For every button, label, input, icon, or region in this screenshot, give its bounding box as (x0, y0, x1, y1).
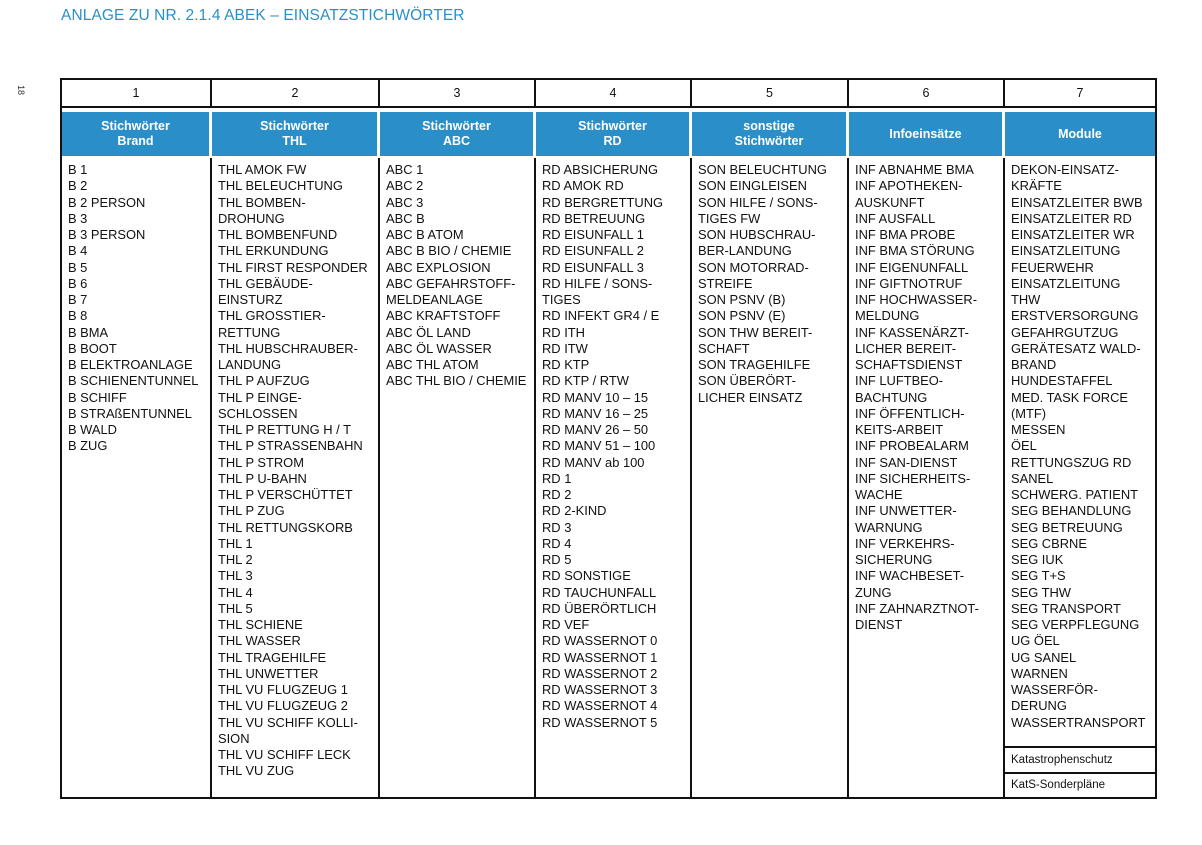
column-header-line: RD (603, 134, 622, 148)
column-header-line: Stichwörter (578, 119, 647, 133)
keyword-entry: THL SCHIENE (218, 617, 303, 632)
keyword-entry: SEG TRANSPORT (1011, 600, 1121, 616)
keyword-entry: EINSATZLEITUNG (1011, 243, 1121, 259)
keyword-entry: THL ERKUNDUNG (218, 243, 329, 259)
keyword-entry: THL GEBÄUDE- (218, 275, 313, 291)
keyword-entry: B STRAßENTUNNEL (68, 405, 192, 421)
keyword-entry: THL P STROM (218, 454, 304, 470)
keyword-entry: RD KTP / RTW (542, 373, 629, 389)
keyword-entry: THL BOMBENFUND (218, 227, 338, 242)
keyword-entry: THL BELEUCHTUNG (218, 178, 343, 194)
keyword-entry: (MTF) (1011, 405, 1047, 421)
column-number-7: 7 (1076, 86, 1084, 100)
keyword-entry: SEG BETREUUNG (1011, 519, 1123, 535)
keyword-entry: THL VU FLUGZEUG 1 (218, 682, 348, 697)
keyword-entry: THL VU SCHIFF LECK (218, 747, 351, 762)
kats-sonderplaene-row: KatS-Sonderpläne (1011, 779, 1105, 792)
keyword-entry: RD MANV 51 – 100 (542, 438, 656, 454)
keyword-entry: BER-LANDUNG (698, 243, 792, 259)
keyword-entry: B 2 PERSON (68, 194, 146, 210)
keyword-entry: RD VEF (542, 617, 590, 632)
keyword-entry: RD ITH (542, 324, 585, 340)
keyword-entry: THL VU ZUG (218, 763, 295, 779)
keyword-entry: B BMA (68, 324, 109, 340)
keyword-entry: TIGES FW (698, 210, 761, 226)
keyword-entry: INF PROBEALARM (855, 438, 969, 454)
keyword-entry: B 4 (68, 243, 88, 259)
keyword-entry: B 5 (68, 259, 88, 275)
column-header-brand (62, 112, 209, 156)
keyword-entry: RD MANV 10 – 15 (542, 389, 649, 405)
keyword-entry: RD WASSERNOT 5 (542, 714, 658, 730)
keyword-entry: B WALD (68, 422, 117, 437)
keyword-entry: RD AMOK RD (542, 178, 624, 194)
keyword-entry: INF BMA PROBE (855, 227, 956, 242)
keyword-entry: INF BMA STÖRUNG (855, 243, 975, 259)
keyword-entry: SON HUBSCHRAU- (698, 227, 816, 242)
keyword-entry: ABC B (386, 210, 425, 226)
keyword-entry: THL FIRST RESPONDER (218, 259, 368, 275)
keyword-entry: RD EISUNFALL 2 (542, 243, 644, 259)
column-header-line: Module (1058, 126, 1102, 141)
keyword-entry: DROHUNG (218, 210, 285, 226)
column-header-infoeinsaetze (849, 112, 1002, 156)
keyword-entry: DIENST (855, 617, 903, 632)
keyword-entry: SEG THW (1011, 584, 1071, 600)
keyword-entry: THL HUBSCHRAUBER- (218, 340, 358, 356)
keyword-entry: WARNEN (1011, 665, 1068, 681)
keyword-entry: THL P EINGE- (218, 389, 302, 405)
keyword-entry: SCHLOSSEN (218, 405, 298, 421)
katastrophenschutz-row: Katastrophenschutz (1005, 748, 1155, 774)
keyword-entry: B 1 (68, 162, 88, 177)
keyword-entry: THL P ZUG (218, 503, 285, 519)
keyword-entry: THL WASSER (218, 633, 301, 649)
keyword-entry: THL P RETTUNG H / T (218, 422, 351, 437)
column-number-2: 2 (212, 80, 380, 106)
keyword-entry: ABC 2 (386, 178, 424, 194)
keyword-entry: HUNDESTAFFEL (1011, 373, 1113, 389)
keyword-entry: THL BOMBEN- (218, 194, 306, 210)
keyword-entry: RETTUNGSZUG RD (1011, 454, 1132, 470)
column-abc-entries (380, 158, 536, 797)
keyword-entry: RD KTP (542, 357, 590, 372)
column-header-line: Brand (117, 134, 154, 148)
keyword-entry: MESSEN (1011, 422, 1066, 437)
keyword-entry: ABC B BIO / CHEMIE (386, 243, 512, 259)
keyword-entry: EINSTURZ (218, 292, 283, 307)
keyword-entry: RD SONSTIGE (542, 568, 631, 584)
keyword-entry: RD WASSERNOT 3 (542, 682, 658, 697)
keyword-entry: THW (1011, 292, 1041, 307)
keyword-entry: WACHE (855, 487, 903, 502)
keyword-entry: ZUNG (855, 584, 892, 600)
column-header-module (1005, 112, 1155, 156)
keyword-entry: INF HOCHWASSER- (855, 292, 977, 307)
keyword-entry: INF ABNAHME BMA (855, 162, 974, 177)
keyword-entry: RD WASSERNOT 4 (542, 698, 658, 714)
keyword-entry: THL P U-BAHN (218, 470, 307, 486)
column-header-line: Stichwörter (422, 119, 491, 133)
keyword-entry: THL TRAGEHILFE (218, 649, 327, 665)
keyword-entry: RD MANV 26 – 50 (542, 422, 649, 437)
column-header-line: Infoeinsätze (889, 126, 962, 141)
keyword-entry: ABC ÖL WASSER (386, 340, 492, 356)
keyword-entry: RD EISUNFALL 3 (542, 259, 644, 275)
keyword-entry: UG ÖEL (1011, 633, 1060, 649)
keyword-entry: MED. TASK FORCE (1011, 389, 1128, 405)
keyword-entry: GERÄTESATZ WALD- (1011, 340, 1141, 356)
keyword-entry: THL P VERSCHÜTTET (218, 487, 353, 502)
keyword-entry: B 2 (68, 178, 88, 194)
keyword-body-row (62, 158, 1155, 797)
keyword-entry: INF SICHERHEITS- (855, 470, 971, 486)
keyword-entry: RD 2 (542, 487, 572, 502)
keyword-entry: LANDUNG (218, 357, 282, 372)
keyword-entry: RD WASSERNOT 1 (542, 649, 658, 665)
keyword-entry: ABC EXPLOSION (386, 259, 491, 275)
keyword-entry: RD ABSICHERUNG (542, 162, 659, 177)
keyword-entry: THL 5 (218, 600, 253, 616)
keyword-entry: B SCHIENENTUNNEL (68, 373, 199, 389)
keyword-entry: DERUNG (1011, 698, 1067, 714)
keyword-entry: SCHWERG. PATIENT (1011, 487, 1138, 502)
column-header-rd (536, 112, 689, 156)
keyword-entry: RD EISUNFALL 1 (542, 227, 644, 242)
keyword-entry: EINSATZLEITER RD (1011, 210, 1132, 226)
keyword-entry: THL UNWETTER (218, 665, 319, 681)
column-infoeinsaetze-entries (849, 158, 1005, 797)
keyword-entry: THL AMOK FW (218, 162, 307, 177)
keyword-entry: BACHTUNG (855, 389, 928, 405)
keyword-entry: SON EINGLEISEN (698, 178, 807, 194)
keyword-entry: INF SAN-DIENST (855, 454, 958, 470)
column-header-line: THL (282, 134, 307, 148)
keyword-entry: LICHER BEREIT- (855, 340, 956, 356)
keyword-entry: THL VU SCHIFF KOLLI- (218, 714, 358, 730)
keyword-entry: SEG VERPFLEGUNG (1011, 617, 1140, 632)
column-header-line: Stichwörter (101, 119, 170, 133)
column-header-line: Stichwörter (734, 134, 804, 148)
keyword-entry: RD BETREUUNG (542, 210, 646, 226)
keyword-entry: SCHAFT (698, 340, 750, 356)
keyword-entry: RD BERGRETTUNG (542, 194, 664, 210)
keyword-entry: RD WASSERNOT 0 (542, 633, 658, 649)
keyword-entry: SON PSNV (E) (698, 308, 786, 324)
keyword-entry: ABC KRAFTSTOFF (386, 308, 501, 324)
keyword-entry: RD 4 (542, 535, 572, 551)
keyword-entry: RD 5 (542, 552, 572, 567)
keyword-entry: ABC B ATOM (386, 227, 464, 242)
keyword-entry: B 6 (68, 275, 88, 291)
column-header-line: ABC (442, 134, 471, 148)
keyword-entry: RD INFEKT GR4 / E (542, 308, 660, 324)
column-sonstige-entries (692, 158, 849, 797)
keyword-entry: B SCHIFF (68, 389, 127, 405)
keyword-entry: ABC 1 (386, 162, 424, 177)
keyword-entry: THL 2 (218, 552, 253, 567)
keyword-entry: SEG CBRNE (1011, 535, 1087, 551)
keyword-entry: SEG T+S (1011, 568, 1066, 584)
keyword-entry: ERSTVERSORGUNG (1011, 308, 1139, 324)
keyword-entry: RD 1 (542, 470, 572, 486)
keyword-entry: TIGES (542, 292, 581, 307)
keyword-entry: THL RETTUNGSKORB (218, 519, 353, 535)
keyword-entry: B ZUG (68, 438, 108, 454)
keyword-entry: THL P STRASSENBAHN (218, 438, 363, 454)
keyword-entry: SION (218, 730, 250, 746)
page-title: ANLAGE ZU NR. 2.1.4 ABEK – EINSATZSTICHWÖRTER (61, 7, 465, 24)
keyword-entry: EINSATZLEITER BWB (1011, 194, 1143, 210)
page-number: 18 (16, 85, 26, 96)
column-brand-entries (62, 158, 212, 797)
keyword-entry: WARNUNG (855, 519, 923, 535)
keyword-entry: THL P AUFZUG (218, 373, 310, 389)
keyword-entry: INF LUFTBEO- (855, 373, 944, 389)
keyword-entry: B BOOT (68, 340, 117, 356)
keyword-entry: SEG IUK (1011, 552, 1064, 567)
keyword-entry: RETTUNG (218, 324, 281, 340)
keyword-entry: ABC 3 (386, 194, 424, 210)
keyword-entry: ABC THL BIO / CHEMIE (386, 373, 527, 389)
keyword-entry: SICHERUNG (855, 552, 933, 567)
keyword-entry: RD HILFE / SONS- (542, 275, 653, 291)
keyword-entry: KEITS-ARBEIT (855, 422, 944, 437)
keyword-entry: INF ÖFFENTLICH- (855, 405, 965, 421)
keyword-entry: INF APOTHEKEN- (855, 178, 963, 194)
keyword-entry: SON HILFE / SONS- (698, 194, 818, 210)
keyword-entry: SON MOTORRAD- (698, 259, 809, 275)
keyword-entry: INF KASSENÄRZT- (855, 324, 969, 340)
keyword-entry: SCHAFTSDIENST (855, 357, 963, 372)
column-thl-entries (212, 158, 380, 797)
keyword-entry: STREIFE (698, 275, 753, 291)
keyword-table (60, 78, 1157, 799)
column-header-line: Stichwörter (260, 119, 329, 133)
keyword-entry: LICHER EINSATZ (698, 389, 803, 405)
keyword-entry: AUSKUNFT (855, 194, 925, 210)
keyword-entry: EINSATZLEITUNG (1011, 275, 1121, 291)
keyword-entry: INF UNWETTER- (855, 503, 957, 519)
keyword-entry: ABC THL ATOM (386, 357, 479, 372)
keyword-entry: B 3 (68, 210, 88, 226)
keyword-entry: SON PSNV (B) (698, 292, 786, 307)
keyword-entry: THL 4 (218, 584, 253, 600)
keyword-entry: MELDUNG (855, 308, 920, 324)
keyword-entry: MELDEANLAGE (386, 292, 483, 307)
keyword-entry: WASSERFÖR- (1011, 682, 1098, 697)
keyword-entry: INF GIFTNOTRUF (855, 275, 963, 291)
keyword-entry: EINSATZLEITER WR (1011, 227, 1135, 242)
keyword-entry: SON BELEUCHTUNG (698, 162, 827, 177)
keyword-entry: UG SANEL (1011, 649, 1077, 665)
keyword-entry: SEG BEHANDLUNG (1011, 503, 1132, 519)
column-number-3: 3 (380, 80, 536, 106)
keyword-entry: THL 3 (218, 568, 253, 584)
keyword-entry: RD TAUCHUNFALL (542, 584, 657, 600)
keyword-entry: INF VERKEHRS- (855, 535, 955, 551)
keyword-entry: THL VU FLUGZEUG 2 (218, 698, 348, 714)
column-header-row (62, 112, 1155, 156)
column-number-5: 5 (692, 80, 849, 106)
keyword-entry: INF AUSFALL (855, 210, 936, 226)
keyword-entry: B 7 (68, 292, 88, 307)
keyword-entry: DEKON-EINSATZ- (1011, 162, 1119, 177)
module-list (1005, 158, 1155, 748)
keyword-entry: RD 3 (542, 519, 572, 535)
keyword-entry: THL GROSSTIER- (218, 308, 326, 324)
keyword-entry: ABC GEFAHRSTOFF- (386, 275, 516, 291)
column-module-entries (1005, 158, 1155, 797)
column-number-1: 1 (62, 80, 212, 106)
keyword-entry: ABC ÖL LAND (386, 324, 471, 340)
keyword-entry: SON ÜBERÖRT- (698, 373, 796, 389)
keyword-entry: FEUERWEHR (1011, 259, 1094, 275)
keyword-entry: RD MANV ab 100 (542, 454, 645, 470)
keyword-entry: RD WASSERNOT 2 (542, 665, 658, 681)
keyword-entry: SON TRAGEHILFE (698, 357, 811, 372)
keyword-entry: INF ZAHNARZTNOT- (855, 600, 979, 616)
column-header-thl (212, 112, 377, 156)
column-number-6: 6 (849, 80, 1005, 106)
keyword-entry: SANEL (1011, 470, 1054, 486)
keyword-entry: KRÄFTE (1011, 178, 1062, 194)
keyword-entry: BRAND (1011, 357, 1057, 372)
keyword-entry: THL 1 (218, 535, 253, 551)
keyword-entry: INF EIGENUNFALL (855, 259, 969, 275)
column-header-sonstige (692, 112, 846, 156)
keyword-entry: B 8 (68, 308, 88, 324)
keyword-entry: INF WACHBESET- (855, 568, 965, 584)
column-header-line: sonstige (743, 119, 795, 133)
keyword-entry: WASSERTRANSPORT (1011, 714, 1146, 730)
column-number-4: 4 (536, 80, 692, 106)
keyword-entry: RD MANV 16 – 25 (542, 405, 649, 421)
keyword-entry: SON THW BEREIT- (698, 324, 813, 340)
keyword-entry: RD ITW (542, 340, 588, 356)
keyword-entry: B 3 PERSON (68, 227, 146, 242)
keyword-entry: RD 2-KIND (542, 503, 607, 519)
keyword-entry: GEFAHRGUTZUG (1011, 324, 1119, 340)
keyword-entry: ÖEL (1011, 438, 1037, 454)
column-rd-entries (536, 158, 692, 797)
column-number-row (62, 80, 1155, 108)
keyword-entry: B ELEKTROANLAGE (68, 357, 193, 372)
column-header-abc (380, 112, 533, 156)
keyword-entry: RD ÜBERÖRTLICH (542, 600, 657, 616)
